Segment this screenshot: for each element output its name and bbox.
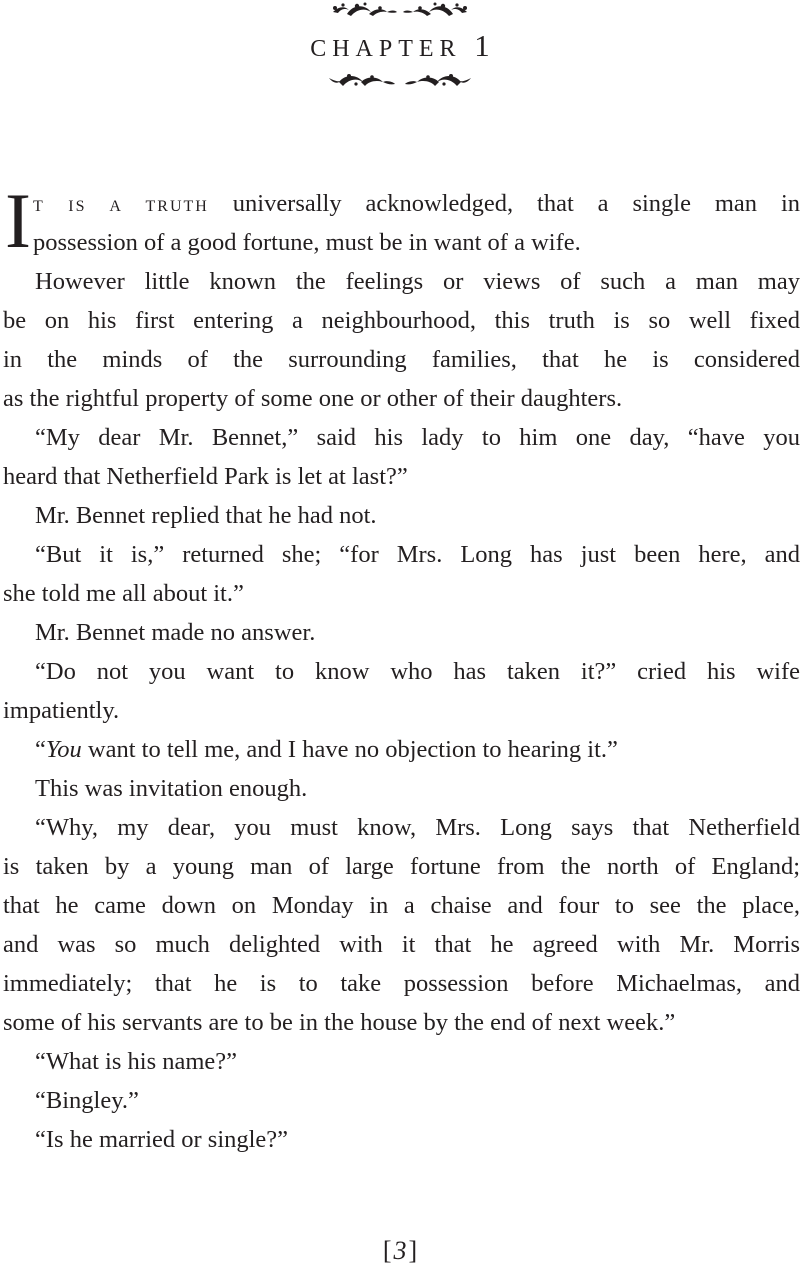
text-line bbox=[3, 574, 800, 613]
text-line bbox=[3, 262, 800, 301]
page-number-value: 3 bbox=[393, 1236, 407, 1265]
text-line bbox=[3, 1120, 800, 1159]
page-number-bracket-close: ] bbox=[408, 1236, 418, 1265]
opening-small-caps: T IS A TRUTH bbox=[33, 198, 209, 215]
italic-emphasis: You bbox=[45, 736, 82, 763]
text-line bbox=[3, 223, 800, 262]
text-line bbox=[3, 613, 800, 652]
text-line-content: However little known the feelings or views of such a man may bbox=[35, 268, 800, 295]
text-line-content: possession of a good fortune, must be in want of a wife. bbox=[33, 229, 581, 256]
text-line-content: This was invitation enough. bbox=[35, 775, 308, 802]
text-line-content: “My dear Mr. Bennet,” said his lady to him one day, “have you bbox=[35, 424, 800, 451]
text-line-content: “Do not you want to know who has taken it?” cried his wife bbox=[35, 658, 800, 685]
chapter-body-text bbox=[3, 177, 800, 1159]
text-line bbox=[3, 925, 800, 964]
floral-flourish-icon bbox=[325, 0, 475, 22]
text-line-content: “Bingley.” bbox=[35, 1087, 139, 1114]
text-line bbox=[3, 1042, 800, 1081]
text-line bbox=[3, 847, 800, 886]
text-line-content: she told me all about it.” bbox=[3, 580, 244, 607]
text-line bbox=[3, 496, 800, 535]
drop-cap-letter: I bbox=[5, 177, 31, 264]
text-line-content: Mr. Bennet replied that he had not. bbox=[35, 502, 377, 529]
text-line-content: “Is he married or single?” bbox=[35, 1126, 289, 1153]
text-line-content: “What is his name?” bbox=[35, 1048, 238, 1075]
chapter-number: 1 bbox=[474, 28, 490, 63]
floral-flourish-icon bbox=[325, 70, 475, 92]
text-line bbox=[3, 418, 800, 457]
text-line-content: want to tell me, and I have no objection to hearing it.” bbox=[81, 736, 618, 763]
text-line bbox=[3, 379, 800, 418]
text-line bbox=[3, 340, 800, 379]
text-line-content: and was so much delighted with it that he agreed with Mr. Morris bbox=[3, 931, 800, 958]
text-line bbox=[3, 730, 800, 769]
text-line-content: universally acknowledged, that a single man in bbox=[208, 190, 800, 217]
page-number bbox=[0, 1236, 800, 1266]
text-line bbox=[3, 535, 800, 574]
text-line bbox=[3, 184, 800, 223]
text-line bbox=[3, 1003, 800, 1042]
text-line-content: some of his servants are to be in the house by the end of next week.” bbox=[3, 1009, 676, 1036]
text-line-content: Mr. Bennet made no answer. bbox=[35, 619, 316, 646]
text-line-content: “But it is,” returned she; “for Mrs. Long has just been here, and bbox=[35, 541, 800, 568]
text-line-content: that he came down on Monday in a chaise and four to see the place, bbox=[3, 892, 800, 919]
text-line-content: heard that Netherfield Park is let at last?” bbox=[3, 463, 408, 490]
text-line bbox=[3, 886, 800, 925]
text-line bbox=[3, 457, 800, 496]
text-line bbox=[3, 691, 800, 730]
text-line-content: in the minds of the surrounding families, that he is considered bbox=[3, 346, 800, 373]
page-number-bracket-open: [ bbox=[382, 1236, 392, 1265]
text-line bbox=[3, 301, 800, 340]
text-line-content: impatiently. bbox=[3, 697, 120, 724]
text-line bbox=[3, 652, 800, 691]
text-line bbox=[3, 769, 800, 808]
chapter-ornament-bottom bbox=[0, 70, 800, 92]
chapter-ornament-top bbox=[0, 0, 800, 22]
text-line-prefix: “ bbox=[35, 736, 46, 763]
text-line-content: is taken by a young man of large fortune from the north of England; bbox=[3, 853, 800, 880]
text-line-content: as the rightful property of some one or other of their daughters. bbox=[3, 385, 623, 412]
text-line bbox=[3, 808, 800, 847]
text-line-content: immediately; that he is to take possession before Michaelmas, and bbox=[3, 970, 800, 997]
paragraph-lines bbox=[3, 262, 800, 1159]
chapter-heading bbox=[0, 26, 800, 69]
text-line-content: be on his first entering a neighbourhood, this truth is so well fixed bbox=[3, 307, 800, 334]
text-line bbox=[3, 1081, 800, 1120]
chapter-label: CHAPTER bbox=[310, 36, 462, 62]
text-line-content: “Why, my dear, you must know, Mrs. Long says that Netherfield bbox=[35, 814, 800, 841]
text-line bbox=[3, 964, 800, 1003]
